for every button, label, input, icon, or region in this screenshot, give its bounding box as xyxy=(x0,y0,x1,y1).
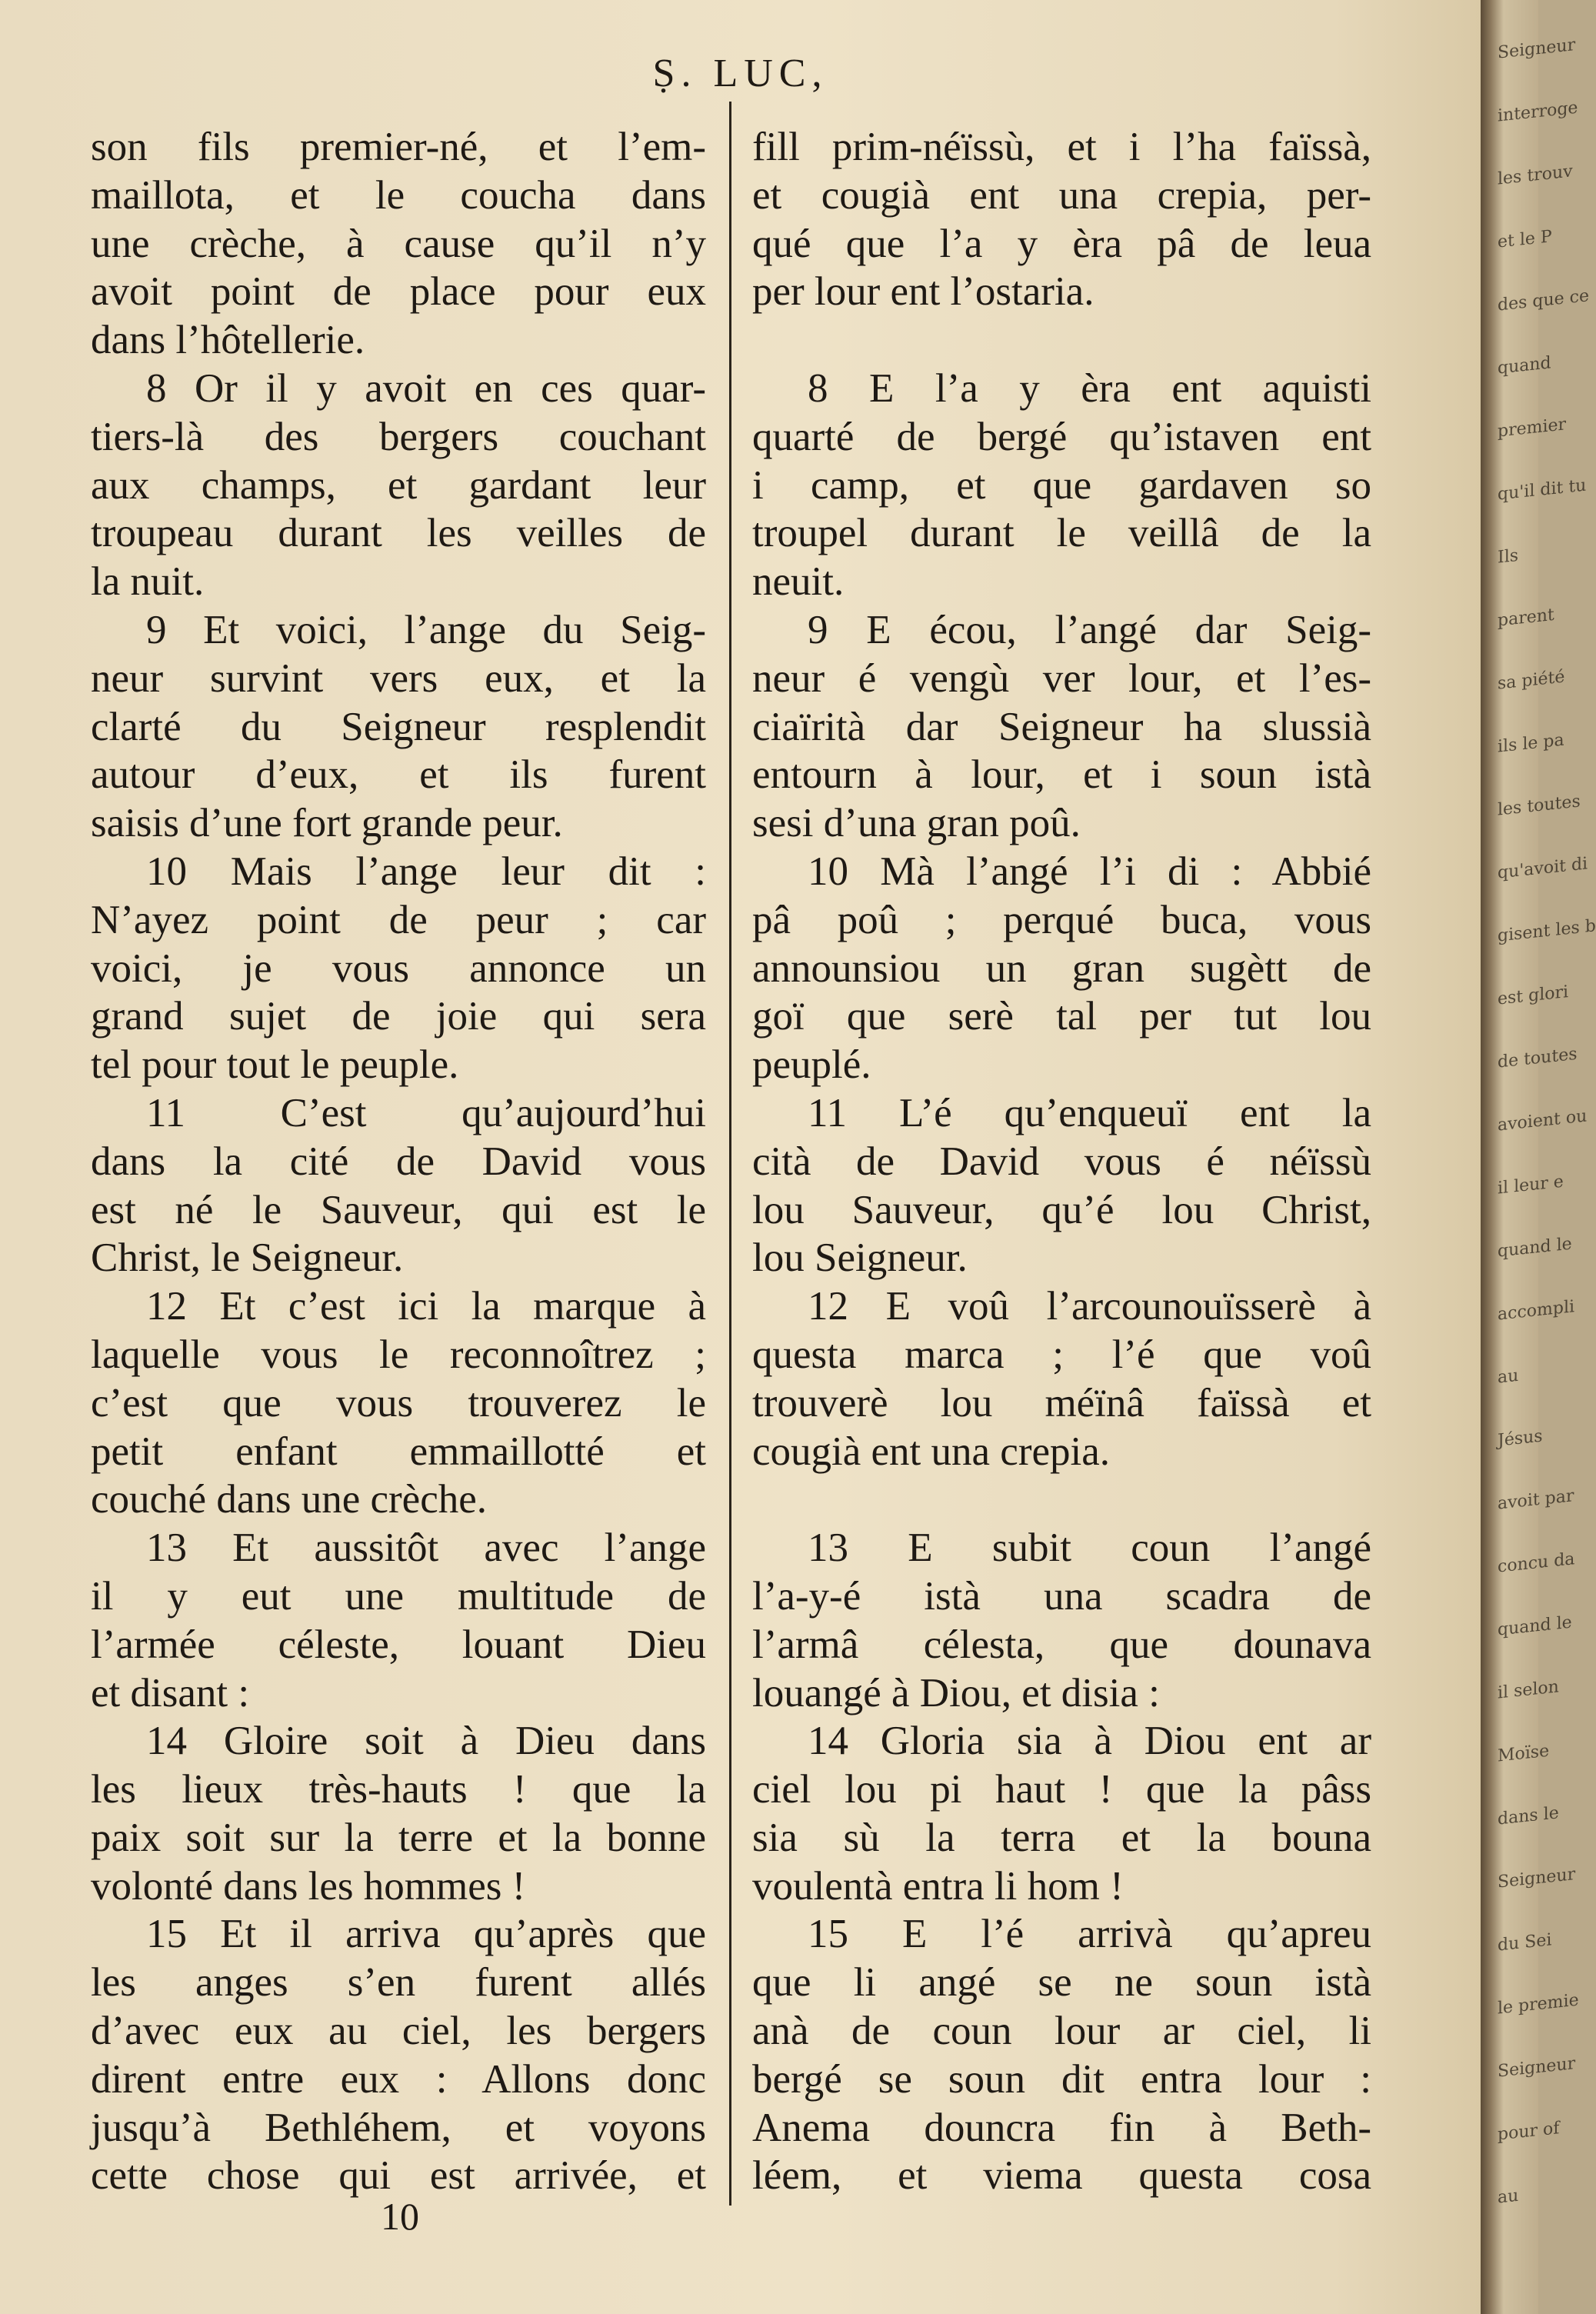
nissard-line: que li angé se ne soun istà xyxy=(752,1960,1371,2006)
nissard-column xyxy=(752,123,1371,2200)
french-line: dans la cité de David vous xyxy=(91,1139,706,1184)
french-line: avoit point de place pour eux xyxy=(91,269,706,315)
french-line: la nuit. xyxy=(91,559,205,605)
nissard-line: i camp, et que gardaven so xyxy=(752,462,1371,508)
nissard-line: 11 L’é qu’enqueuï ent la xyxy=(808,1090,1371,1135)
nissard-line: louangé à Diou, et disia : xyxy=(752,1670,1160,1715)
french-line: dirent entre eux : Allons donc xyxy=(91,2056,706,2102)
nissard-line: questa marca ; l’é que voû xyxy=(752,1332,1371,1377)
french-line: N’ayez point de peur ; car xyxy=(91,897,706,942)
french-line: troupeau durant les veilles de xyxy=(91,511,706,556)
french-line: cette chose qui est arrivée, et xyxy=(91,2153,706,2199)
facing-page-fragment: les toutes xyxy=(1498,792,1581,820)
facing-page-fragment: et le P xyxy=(1498,227,1552,252)
nissard-line: neur é vengù ver lour, et l’es- xyxy=(752,655,1371,701)
facing-page-fragment: il selon xyxy=(1498,1677,1559,1703)
french-line: 12 Et c’est ici la marque à xyxy=(146,1284,706,1329)
nissard-line: sesi d’una gran poû. xyxy=(752,801,1081,846)
french-line: les lieux très-hauts ! que la xyxy=(91,1767,706,1812)
facing-page-fragment: au xyxy=(1498,2186,1519,2208)
nissard-line: per lour ent l’ostaria. xyxy=(752,269,1095,315)
nissard-line: ciaïrità dar Seigneur ha slussià xyxy=(752,704,1371,749)
french-line: les anges s’en furent allés xyxy=(91,1960,706,2006)
facing-page-fragment: Seigneur xyxy=(1498,35,1576,63)
french-line: aux champs, et gardant leur xyxy=(91,462,706,508)
facing-page-fragment: Seigneur xyxy=(1498,1865,1576,1892)
facing-page-fragment: ils le pa xyxy=(1498,730,1564,757)
facing-page-fragment: de toutes xyxy=(1498,1044,1578,1072)
french-line: 14 Gloire soit à Dieu dans xyxy=(146,1719,706,1764)
french-column xyxy=(91,123,706,2200)
nissard-line: fill prim-néïssù, et i l’ha faïssà, xyxy=(752,125,1371,169)
nissard-line: 13 E subit coun l’angé xyxy=(808,1525,1371,1571)
nissard-line: et cougià ent una crepia, per- xyxy=(752,172,1371,218)
facing-page-fragment: accompli xyxy=(1498,1297,1575,1325)
nissard-line: bergé se soun dit entra lour : xyxy=(752,2056,1371,2102)
french-line: l’armée céleste, louant Dieu xyxy=(91,1622,706,1667)
french-line: paix soit sur la terre et la bonne xyxy=(91,1815,706,1860)
french-line: petit enfant emmaillotté et xyxy=(91,1429,706,1474)
nissard-line: anà de coun lour ar ciel, li xyxy=(752,2009,1371,2054)
french-line: jusqu’à Bethléhem, et voyons xyxy=(91,2105,706,2150)
facing-page-fragment: sa piété xyxy=(1498,667,1565,694)
facing-page-edge xyxy=(1481,0,1596,2314)
nissard-line: l’a-y-é istà una scadra de xyxy=(752,1573,1371,1619)
page-number: 10 xyxy=(381,2195,419,2238)
nissard-line: cità de David vous é néïssù xyxy=(752,1139,1371,1184)
french-line: tel pour tout le peuple. xyxy=(91,1042,459,1088)
nissard-line: lou Seigneur. xyxy=(752,1235,968,1281)
french-line: saisis d’une fort grande peur. xyxy=(91,801,563,846)
nissard-line: cougià ent una crepia. xyxy=(752,1429,1110,1474)
facing-page-fragment: concu da xyxy=(1498,1549,1575,1577)
facing-page-fragment: avoit par xyxy=(1498,1486,1574,1514)
facing-page-fragment: quand xyxy=(1498,353,1551,378)
nissard-line xyxy=(752,316,1371,365)
facing-page-fragment: parent xyxy=(1498,605,1554,631)
running-head: Ṣ. LUC, xyxy=(652,52,828,95)
nissard-line: 14 Gloria sia à Diou ent ar xyxy=(808,1719,1371,1764)
nissard-line: 10 Mà l’angé l’i di : Abbié xyxy=(808,849,1371,894)
facing-page-fragment: Seigneur xyxy=(1498,2054,1576,2082)
nissard-line: announsiou un gran sugètt de xyxy=(752,945,1371,991)
french-line: Christ, le Seigneur. xyxy=(91,1235,404,1281)
facing-page-fragment: premier xyxy=(1498,415,1567,442)
facing-page-fragment: Jésus xyxy=(1498,1426,1543,1451)
nissard-line xyxy=(752,1475,1371,1524)
french-line: c’est que vous trouverez le xyxy=(91,1380,706,1425)
nissard-line: Anema douncra fin à Beth- xyxy=(752,2105,1371,2150)
french-line: couché dans une crèche. xyxy=(91,1477,487,1522)
facing-page-fragment: Ils xyxy=(1498,545,1519,568)
nissard-line: qué que l’a y èra pâ de leua xyxy=(752,221,1371,266)
french-line: laquelle vous le reconnoîtrez ; xyxy=(91,1332,706,1377)
nissard-line: l’armâ célesta, que dounava xyxy=(752,1622,1371,1667)
facing-page-fragment: qu'il dit tu xyxy=(1498,475,1587,505)
french-line: 9 Et voici, l’ange du Seig- xyxy=(146,607,706,652)
french-line: neur survint vers eux, et la xyxy=(91,655,706,701)
facing-page-fragment: avoient ou xyxy=(1498,1106,1588,1135)
french-line: autour d’eux, et ils furent xyxy=(91,752,706,798)
french-line: il y eut une multitude de xyxy=(91,1573,706,1619)
french-line: 15 Et il arriva qu’après que xyxy=(146,1912,706,1957)
french-line: et disant : xyxy=(91,1670,250,1715)
facing-page-text xyxy=(1498,28,1596,2240)
facing-page-fragment: pour of xyxy=(1498,2119,1560,2145)
nissard-line: peuplé. xyxy=(752,1042,871,1088)
facing-page-fragment: Moïse xyxy=(1498,1741,1550,1766)
facing-page-fragment: le premie xyxy=(1498,1990,1579,2019)
facing-page-fragment: est glori xyxy=(1498,982,1569,1009)
nissard-line: voulentà entra li hom ! xyxy=(752,1863,1124,1909)
french-line: grand sujet de joie qui sera xyxy=(91,994,706,1039)
french-line: dans l’hôtellerie. xyxy=(91,318,365,363)
nissard-line: 12 E voû l’arcounouïsserè à xyxy=(808,1284,1371,1329)
facing-page-fragment: il leur e xyxy=(1498,1172,1564,1199)
facing-page-fragment: quand le xyxy=(1498,1612,1572,1640)
french-line: voici, je vous annonce un xyxy=(91,945,706,991)
french-line: maillota, et le coucha dans xyxy=(91,172,706,218)
nissard-line: trouverè lou méïnâ faïssà et xyxy=(752,1380,1371,1425)
french-line: 13 Et aussitôt avec l’ange xyxy=(146,1525,706,1571)
facing-page-fragment: qu'avoit di xyxy=(1498,854,1588,883)
nissard-line: 15 E l’é arrivà qu’apreu xyxy=(808,1912,1371,1957)
nissard-line: neuit. xyxy=(752,559,845,605)
nissard-line: sia sù la terra et la bouna xyxy=(752,1815,1371,1860)
nissard-line: goï que serè tal per tut lou xyxy=(752,994,1371,1039)
french-line: son fils premier-né, et l’em- xyxy=(91,125,706,169)
facing-page-fragment: des que ce xyxy=(1498,286,1589,315)
french-line: volonté dans les hommes ! xyxy=(91,1863,526,1909)
french-line: 8 Or il y avoit en ces quar- xyxy=(146,365,706,411)
french-line: 11 C’est qu’aujourd’hui xyxy=(146,1090,706,1135)
facing-page-fragment: au xyxy=(1498,1365,1519,1388)
french-line: est né le Sauveur, qui est le xyxy=(91,1187,706,1232)
facing-page-fragment: les trouv xyxy=(1498,162,1573,189)
nissard-line: 8 E l’a y èra ent aquisti xyxy=(808,365,1371,411)
column-divider xyxy=(729,102,731,2206)
nissard-line: 9 E écou, l’angé dar Seig- xyxy=(808,607,1371,652)
french-line: 10 Mais l’ange leur dit : xyxy=(146,849,706,894)
nissard-line: pâ poû ; perqué buca, vous xyxy=(752,897,1371,942)
french-line: une crèche, à cause qu’il n’y xyxy=(91,221,706,266)
nissard-line: léem, et viema questa cosa xyxy=(752,2153,1371,2199)
nissard-line: quarté de bergé qu’istaven ent xyxy=(752,414,1371,459)
nissard-line: troupel durant le veillâ de la xyxy=(752,511,1371,556)
nissard-line: ciel lou pi haut ! que la pâss xyxy=(752,1767,1371,1812)
facing-page-fragment: interroge xyxy=(1498,98,1578,126)
facing-page-fragment: du Sei xyxy=(1498,1930,1552,1956)
facing-page-fragment: gisent les b xyxy=(1498,916,1596,946)
facing-page-fragment: dans le xyxy=(1498,1803,1559,1829)
french-line: tiers-là des bergers couchant xyxy=(91,414,706,459)
nissard-line: lou Sauveur, qu’é lou Christ, xyxy=(752,1187,1371,1232)
french-line: clarté du Seigneur resplendit xyxy=(91,704,706,749)
nissard-line: entourn à lour, et i soun istà xyxy=(752,752,1371,798)
facing-page-fragment: quand le xyxy=(1498,1234,1572,1262)
french-line: d’avec eux au ciel, les bergers xyxy=(91,2009,706,2054)
